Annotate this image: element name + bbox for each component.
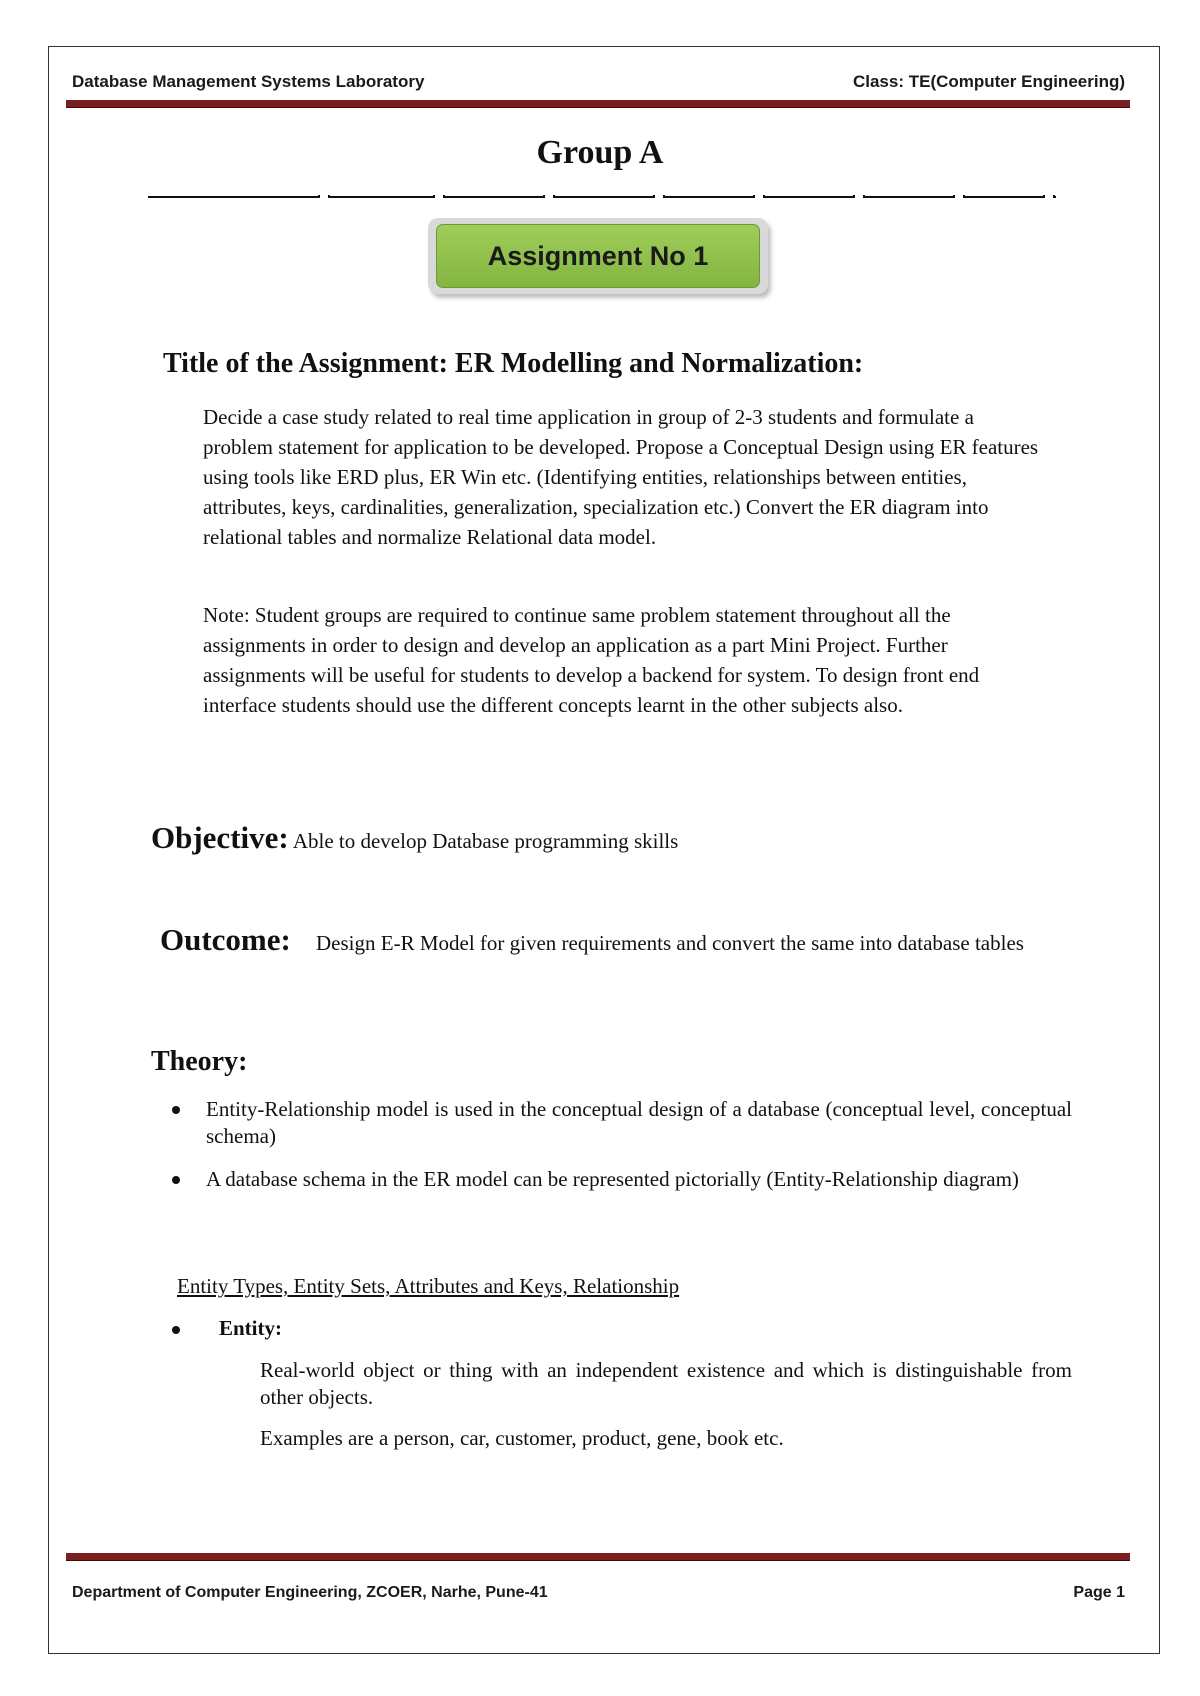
entity-description: Real-world object or thing with an independent existence and which is distinguishable from other objects. xyxy=(260,1358,1072,1409)
list-item xyxy=(172,1166,1072,1193)
entity-examples: Examples are a person, car, customer, product, gene, book etc. xyxy=(260,1426,784,1450)
theory-bullet-list xyxy=(172,1166,1072,1193)
header-class: Class: TE(Computer Engineering) xyxy=(852,72,1125,91)
header-course-title: Database Management Systems Laboratory xyxy=(72,72,425,91)
entity-bullet xyxy=(172,1316,282,1341)
bullet-icon xyxy=(172,1326,180,1334)
bullet-text: Entity-Relationship model is used in the conceptual design of a database (conceptual level, conceptual schema) xyxy=(206,1097,1072,1148)
assignment-title: Title of the Assignment: ER Modelling and Normalization: xyxy=(163,348,864,379)
footer-department: Department of Computer Engineering, ZCOER, Narhe, Pune-41 xyxy=(72,1584,548,1601)
bullet-text: A database schema in the ER model can be represented pictorially (Entity-Relationship diagram) xyxy=(206,1167,1019,1191)
entity-subheading: Entity Types, Entity Sets, Attributes and Keys, Relationship xyxy=(177,1274,680,1298)
theory-bullet-list xyxy=(172,1096,1072,1150)
objective-label: Objective: xyxy=(151,820,289,855)
header-rule xyxy=(66,100,1130,108)
list-item xyxy=(172,1096,1072,1150)
outcome-text: Design E-R Model for given requirements and convert the same into database tables xyxy=(316,931,1024,955)
objective-text: Able to develop Database programming skills xyxy=(292,829,679,853)
description-paragraph: Decide a case study related to real time application in group of 2-3 students and formulate a problem statement for application to be developed. Propose a Conceptual Design using ER features using tools like ERD plus, ER Win etc. (Identifying entities, relationships between entities, attributes, keys, cardinalities, generalization, specialization etc.) Convert the ER diagram into relational tables and normalize Relational data model. xyxy=(203,405,1039,549)
entity-label: Entity: xyxy=(219,1316,282,1340)
outcome-label: Outcome: xyxy=(160,922,291,957)
separator-line xyxy=(148,196,1056,198)
footer-rule xyxy=(66,1553,1130,1561)
group-title: Group A xyxy=(536,134,664,171)
bullet-icon xyxy=(172,1106,180,1114)
note-paragraph: Note: Student groups are required to continue same problem statement throughout all the assignments in order to design and develop an application as a part Mini Project. Further assignments will be useful for students to develop a backend for system. To design front end interface students should use the different concepts learnt in the other subjects also. xyxy=(203,603,980,717)
theory-heading: Theory: xyxy=(151,1046,248,1077)
assignment-badge xyxy=(428,218,768,294)
objective-section xyxy=(151,820,678,856)
page-number: Page 1 xyxy=(1073,1584,1125,1601)
bullet-icon xyxy=(172,1176,180,1184)
assignment-badge-label: Assignment No 1 xyxy=(436,224,760,288)
